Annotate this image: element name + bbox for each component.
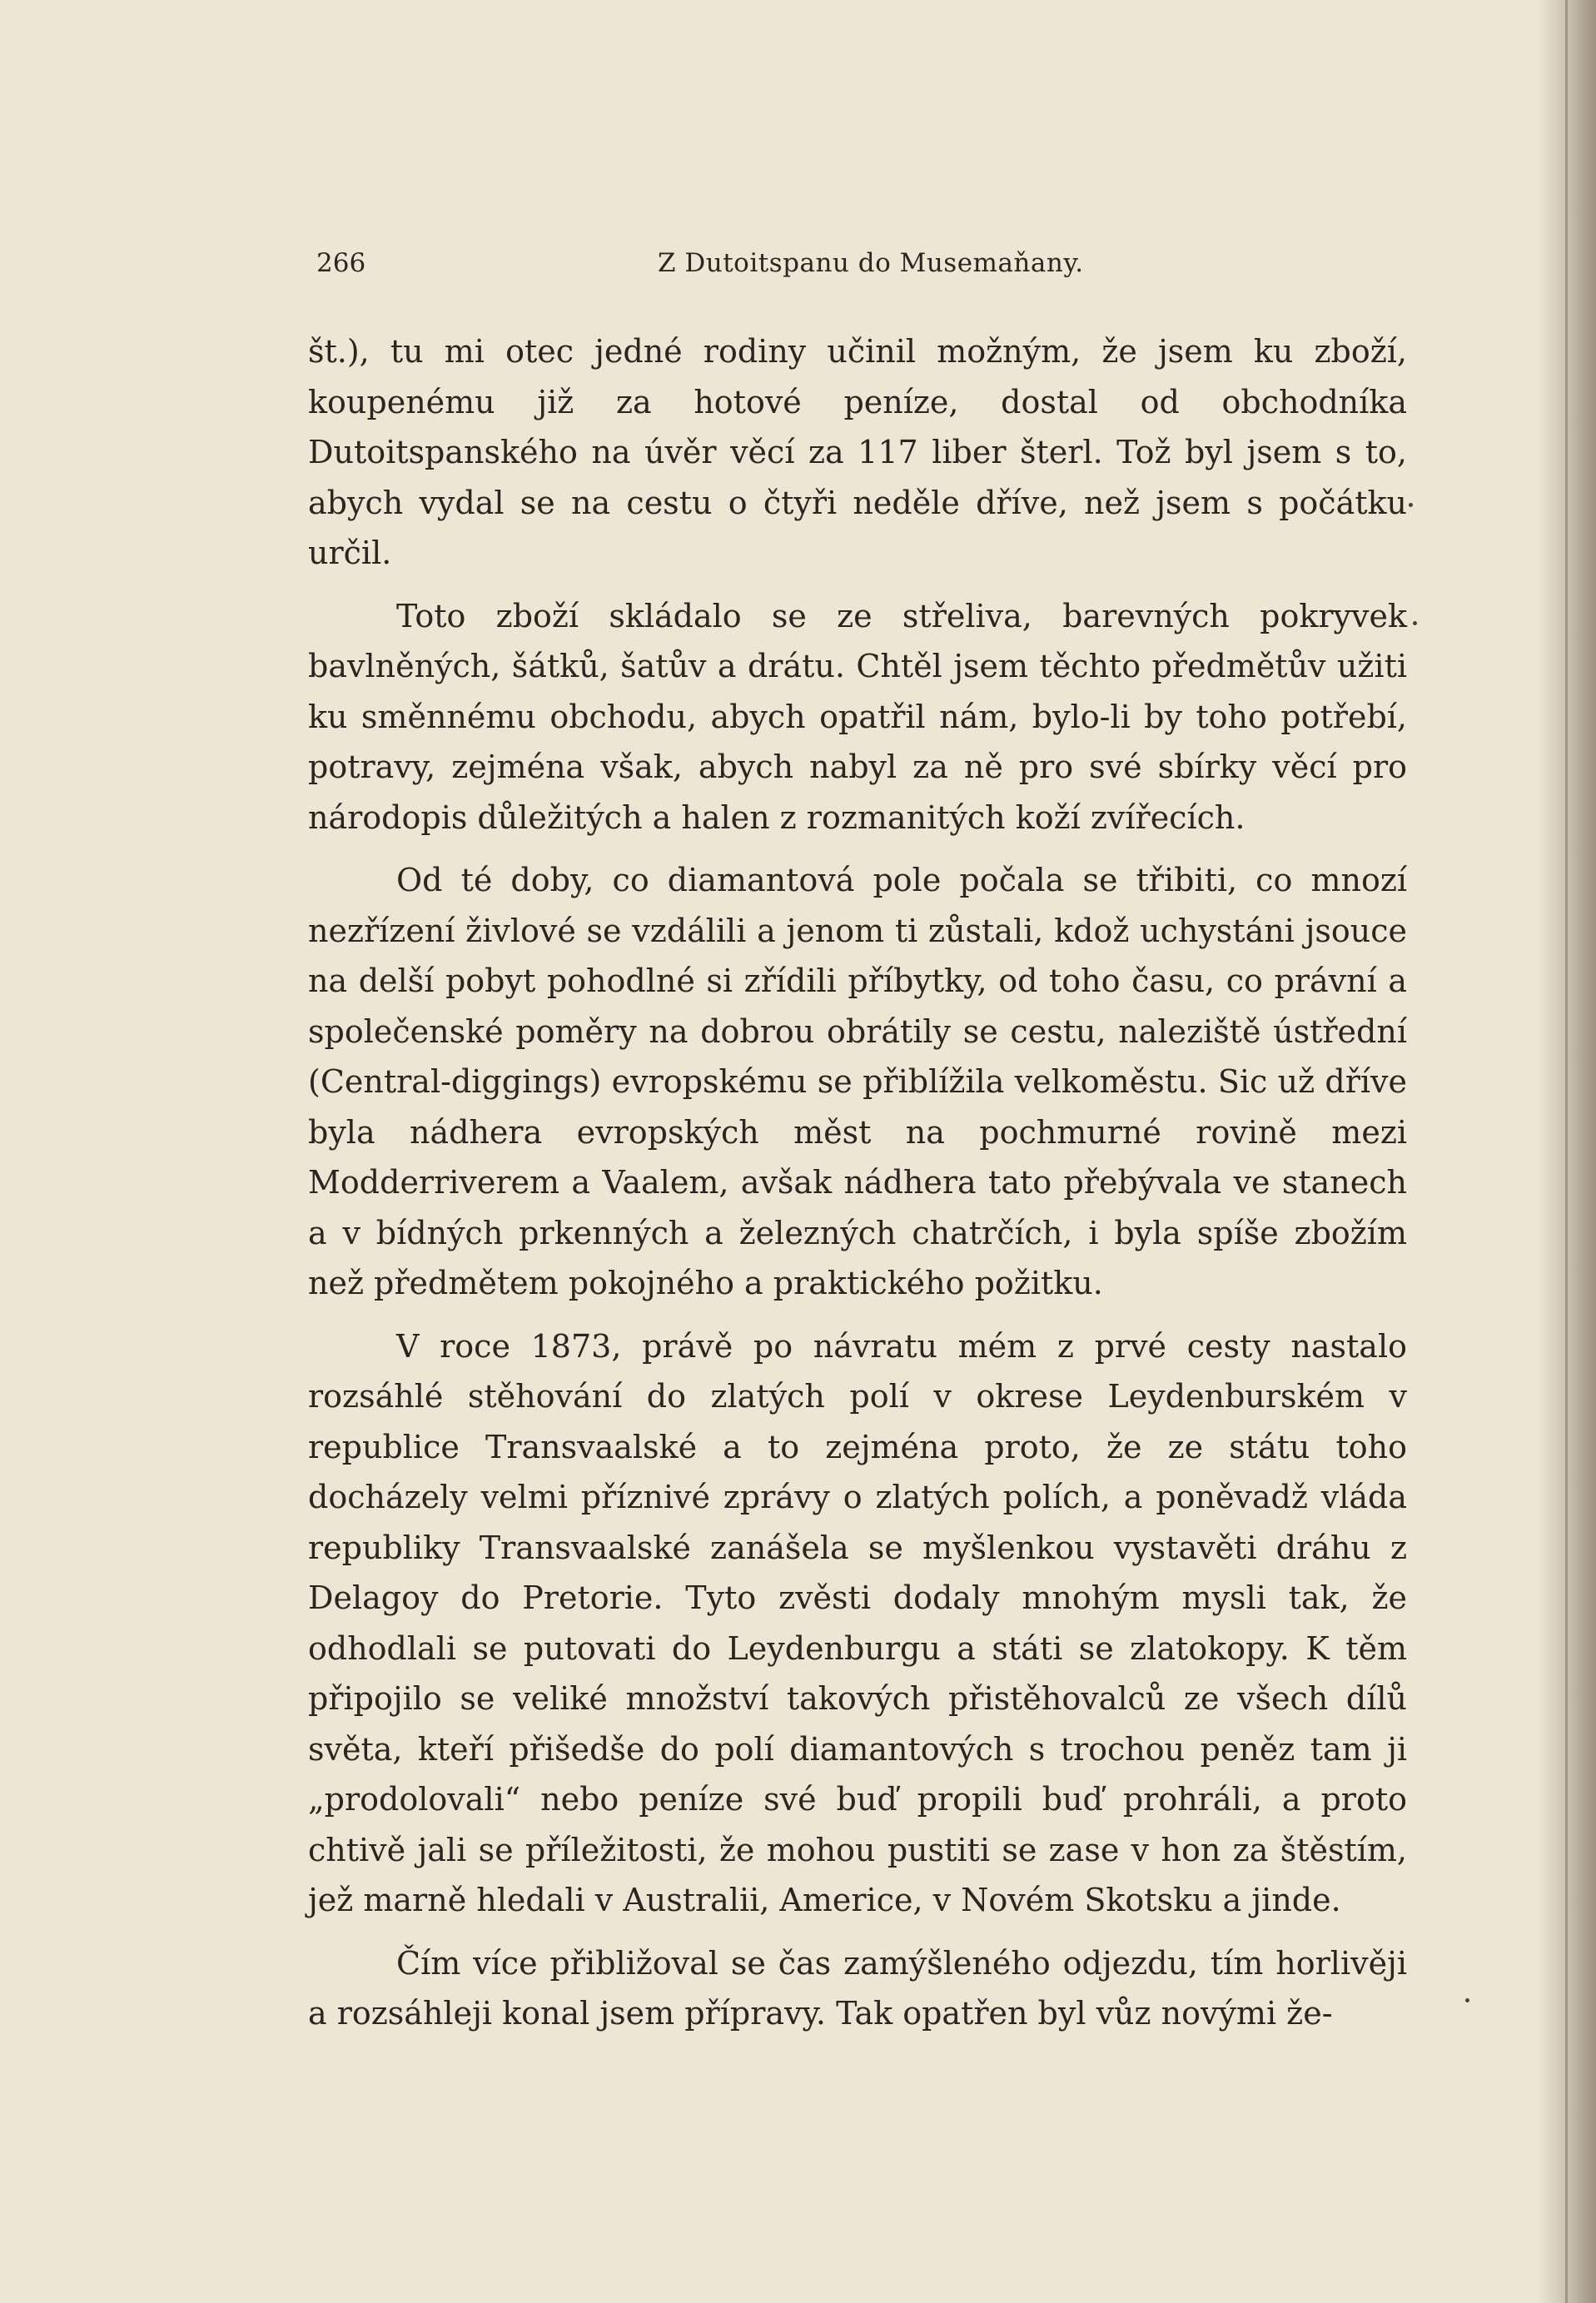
paragraph-5: Čím více přibližoval se čas zamýšleného odjezdu, tím horlivěji a rozsáhleji konal jsem přípravy. Tak opatřen byl vůz novými že- — [308, 1944, 1407, 2032]
margin-speck — [1465, 1998, 1469, 2002]
paragraph-2: Toto zboží skládalo se ze střeliva, barevných pokryvek bavlněných, šátků, šatův a drátu. Chtěl jsem těchto předmětův užiti ku směnnému obchodu, abych opatřil nám, bylo-li by toho potřebí, potravy, zejména však, abych nabyl za ně pro své sbírky věcí pro národopis důležitých a halen z rozmanitých koží zvířecích. — [308, 597, 1407, 836]
running-title: Z Dutoitspanu do Musemaňany. — [658, 248, 1084, 278]
body-text — [308, 326, 1407, 2052]
running-head — [316, 248, 1407, 281]
page-number: 266 — [316, 248, 366, 278]
paragraph-4: V roce 1873, právě po návratu mém z prvé cesty nastalo rozsáhlé stěhování do zlatých polí v okrese Leydenburském v republice Transvaalské a to zejména proto, že ze státu toho docházely velmi příznivé zprávy o zlatých polích, a poněvadž vláda republiky Transvaalské zanášela se myšlenkou vystavěti dráhu z Delagoy do Pretorie. Tyto zvěsti dodaly mnohým mysli tak, že odhodlali se putovati do Leydenburgu a státi se zlatokopy. K těm připojilo se veliké množství takových přistěhovalců ze všech dílů světa, kteří přišedše do polí diamantových s trochou peněz tam ji „prodolovali“ nebo peníze své buď propili buď prohráli, a proto chtivě jali se příležitosti, že mohou pustiti se zase v hon za štěstím, jež marně hledali v Australii, Americe, v Novém Skotsku a jinde. — [308, 1327, 1407, 1918]
margin-speck — [1409, 503, 1413, 507]
paragraph-1: št.), tu mi otec jedné rodiny učinil možným, že jsem ku zboží, koupenému již za hotové peníze, dostal od obchodníka Dutoitspanského na úvěr věcí za 117 liber šterl. Tož byl jsem s to, abych vydal se na cestu o čtyři neděle dříve, než jsem s počátku určil. — [308, 333, 1407, 571]
margin-speck — [1413, 621, 1417, 625]
paragraph-3: Od té doby, co diamantová pole počala se třibiti, co mnozí nezřízení živlové se vzdálili a jenom ti zůstali, kdož uchystáni jsouce na delší pobyt pohodlné si zřídili příbytky, od toho času, co právní a společenské poměry na dobrou obrátily se cestu, naleziště ústřední (Central-diggings) evropskému se přiblížila velkoměstu. Sic už dříve byla nádhera evropských měst na pochmurné rovině mezi Modderriverem a Vaalem, avšak nádhera tato přebývala ve stanech a v bídných prkenných a železných chatrčích, i byla spíše zbožím než předmětem pokojného a praktického požitku. — [308, 862, 1407, 1301]
page-edge-line — [1565, 0, 1568, 2303]
